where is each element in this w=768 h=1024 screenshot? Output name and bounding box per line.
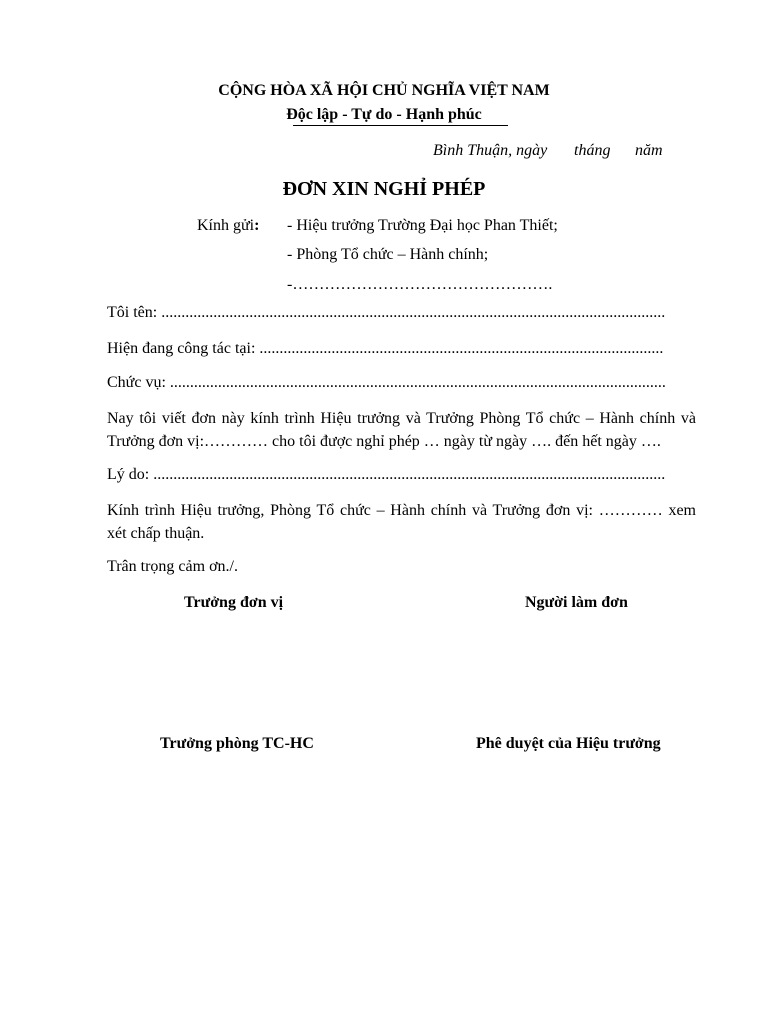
recipient-line: - Hiệu trưởng Trường Đại học Phan Thiết; xyxy=(287,217,558,234)
request-line: Nay tôi viết đơn này kính trình Hiệu trưởng và Trưởng Phòng Tổ chức – Hành chính và xyxy=(107,410,696,427)
signature-hr-head: Trưởng phòng TC-HC xyxy=(160,735,314,752)
signature-rector-approval: Phê duyệt của Hiệu trưởng xyxy=(476,735,661,752)
date-year: năm xyxy=(635,142,663,159)
national-header: CỘNG HÒA XÃ HỘI CHỦ NGHĨA VIỆT NAM xyxy=(218,82,550,99)
field-workplace: Hiện đang công tác tại: ..................................................................................................... xyxy=(107,340,664,357)
field-position: Chức vụ: ............................................................................................................................ xyxy=(107,374,666,391)
field-name: Tôi tên: .............................................................................................................................. xyxy=(107,304,666,321)
approval-paragraph xyxy=(107,499,696,545)
request-line: Trưởng đơn vị:………… cho tôi được nghỉ phép … ngày từ ngày …. đến hết ngày …. xyxy=(107,433,661,450)
document-title: ĐƠN XIN NGHỈ PHÉP xyxy=(282,178,486,200)
national-motto: Độc lập - Tự do - Hạnh phúc xyxy=(286,106,482,123)
recipient-line: -…………………………………………. xyxy=(287,276,553,293)
approval-line: Kính trình Hiệu trưởng, Phòng Tổ chức – Hành chính và Trưởng đơn vị: ………… xem xyxy=(107,502,696,519)
closing-text: Trân trọng cảm ơn./. xyxy=(107,558,238,575)
date-place: Bình Thuận, ngày xyxy=(433,142,548,159)
approval-line: xét chấp thuận. xyxy=(107,525,205,542)
signature-unit-head: Trưởng đơn vị xyxy=(184,594,284,611)
motto-underline xyxy=(293,125,508,126)
field-reason: Lý do: ................................................................................................................................ xyxy=(107,466,666,483)
recipients-label: Kính gửi: xyxy=(197,217,260,234)
date-month: tháng xyxy=(574,142,611,159)
recipient-line: - Phòng Tổ chức – Hành chính; xyxy=(287,246,489,263)
request-paragraph xyxy=(107,407,696,453)
signature-applicant: Người làm đơn xyxy=(525,594,628,611)
